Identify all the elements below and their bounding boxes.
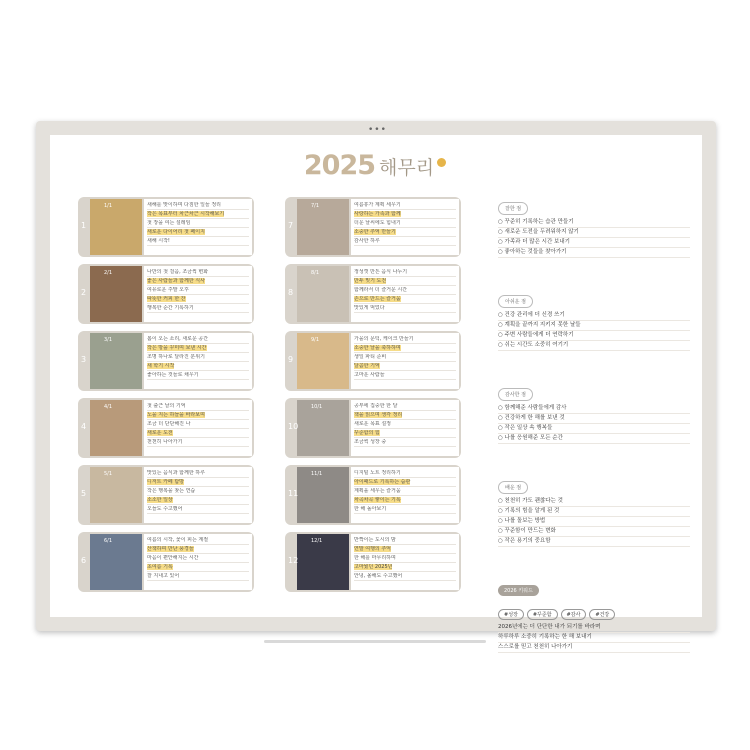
section-lines <box>498 311 690 351</box>
month-text-content: 맛있게 먹었다 <box>354 305 385 311</box>
month-text-content: 아이패드로 기록하는 습관 <box>354 479 411 485</box>
month-text-content: 조금 더 단단해진 나 <box>147 421 191 427</box>
month-text-content: 사랑하는 가족과 함께 <box>354 211 401 217</box>
month-text-line <box>354 287 456 295</box>
month-text-content: 소중한 추억 만들기 <box>354 229 396 235</box>
month-text-line <box>147 278 249 286</box>
month-photo <box>90 467 142 523</box>
keyword-tag: 2026 키워드 <box>498 585 539 596</box>
section-line: ○ 쉬는 시간도 소중히 여기기 <box>498 341 690 351</box>
month-text-content: 여유로운 주말 오후 <box>147 287 189 293</box>
month-text-line <box>354 537 456 545</box>
month-text-line <box>147 546 249 554</box>
keyword-chip[interactable]: #성장 <box>498 609 524 620</box>
month-text-content: 행복한 순간 기록하기 <box>147 305 194 311</box>
month-text-line <box>147 421 249 429</box>
section-line: ○ 천천히 가도 괜찮다는 것 <box>498 497 690 507</box>
month-text-line <box>147 202 249 210</box>
month-text-line <box>354 439 456 447</box>
month-text-content: 새 학기 시작 <box>147 363 175 369</box>
month-text-line <box>147 497 249 505</box>
month-card[interactable] <box>285 264 461 324</box>
month-photo <box>297 467 349 523</box>
month-date: 3/1 <box>104 337 113 343</box>
month-text-content: 새로운 목표 설정 <box>354 421 391 427</box>
month-text-line <box>354 278 456 286</box>
month-text-line <box>147 336 249 344</box>
month-text-content: 잘 지내고 있어 <box>147 573 180 579</box>
month-number: 7 <box>288 221 294 230</box>
month-number: 10 <box>288 422 299 431</box>
month-number: 8 <box>288 288 294 297</box>
month-number: 2 <box>81 288 87 297</box>
month-text-content: 더운 날씨에도 힘내기 <box>354 220 401 226</box>
month-text-content: 첫 장을 여는 설레임 <box>147 220 191 226</box>
month-date: 12/1 <box>311 538 323 544</box>
month-text-line <box>147 220 249 228</box>
section-tag: 잘한 점 <box>498 202 528 215</box>
month-text-line <box>354 403 456 411</box>
month-text <box>144 333 252 389</box>
month-text-line <box>354 479 456 487</box>
month-text-line <box>354 506 456 514</box>
month-text-line <box>354 372 456 380</box>
month-text-content: 조명 하나로 달라진 분위기 <box>147 354 205 360</box>
month-text-line <box>147 439 249 447</box>
section-line: ○ 기록의 힘을 알게 된 것 <box>498 507 690 517</box>
title-dot-icon <box>437 158 446 167</box>
keyword-section <box>498 577 690 653</box>
month-text-line <box>354 238 456 246</box>
month-text-line <box>147 488 249 496</box>
month-text-line <box>354 345 456 353</box>
month-text <box>144 266 252 322</box>
title-word: 해무리 <box>379 157 435 179</box>
more-dots-icon[interactable]: ••• <box>368 125 387 135</box>
month-text-line <box>147 345 249 353</box>
month-text-content: 한 해를 마무리하며 <box>354 555 396 561</box>
section-line: ○ 새로운 도전을 두려워하지 않기 <box>498 228 690 238</box>
month-date: 8/1 <box>311 270 320 276</box>
month-text-content: 여름휴가 계획 세우기 <box>354 202 401 208</box>
section-line: ○ 건강 관리에 더 신경 쓰기 <box>498 311 690 321</box>
keyword-chips <box>498 601 690 620</box>
month-photo <box>90 534 142 590</box>
section-line: ○ 좋아하는 것들을 찾아가기 <box>498 248 690 258</box>
month-text-line <box>147 403 249 411</box>
month-text-line <box>147 470 249 478</box>
section-line: ○ 꾸준히 기록하는 습관 만들기 <box>498 218 690 228</box>
panel-section <box>498 288 690 351</box>
month-text-line <box>354 296 456 304</box>
month-text <box>351 467 459 523</box>
section-line: ○ 작은 용기의 중요함 <box>498 537 690 547</box>
section-tag: 아쉬운 점 <box>498 295 533 308</box>
month-text-content: 연말 여행의 추억 <box>354 546 391 552</box>
month-text-content: 고마운 사람들 <box>354 372 385 378</box>
keyword-line: 2026년에는 더 단단한 내가 되기를 바라며 <box>498 623 690 633</box>
month-text-content: 디지털 노트 정리하기 <box>354 470 401 476</box>
month-date: 6/1 <box>104 538 113 544</box>
month-text-line <box>354 470 456 478</box>
month-text-content: 초여름 기록 <box>147 564 173 570</box>
month-text-line <box>354 202 456 210</box>
month-text <box>144 199 252 255</box>
month-text-content: 봄이 오는 소리, 새로운 공간 <box>147 336 209 342</box>
reflection-panel <box>498 195 690 653</box>
month-date: 2/1 <box>104 270 113 276</box>
month-number: 3 <box>81 355 87 364</box>
keyword-line: 하루하루 소중히 기록하는 한 해 보내기 <box>498 633 690 643</box>
section-lines <box>498 218 690 258</box>
section-lines <box>498 497 690 547</box>
month-card[interactable] <box>285 331 461 391</box>
month-text-content: 소중한 날을 축하하며 <box>354 345 401 351</box>
month-text-line <box>354 555 456 563</box>
month-text-content: 반짝이는 도시의 밤 <box>354 537 396 543</box>
month-text-line <box>147 479 249 487</box>
month-text-content: 작은 방을 꾸미며 보낸 시간 <box>147 345 207 351</box>
month-text-content: 천천히 나아가기 <box>147 439 183 445</box>
month-card[interactable] <box>78 264 254 324</box>
month-card[interactable] <box>78 331 254 391</box>
month-text <box>351 333 459 389</box>
month-text-content: 차곡차곡 쌓이는 기록 <box>354 497 401 503</box>
month-text-content: 책을 읽으며 생각 정리 <box>354 412 403 418</box>
month-text-content: 정성껏 만든 음식 나누기 <box>354 269 408 275</box>
month-text-content: 작은 목표부터 차근차근 시작해보기 <box>147 211 225 217</box>
panel-section <box>498 474 690 547</box>
keyword-chip[interactable]: #건강 <box>589 609 615 620</box>
month-text-content: 작은 행복을 찾는 연습 <box>147 488 196 494</box>
month-text-content: 여름의 시작, 꽃이 피는 계절 <box>147 537 209 543</box>
month-text-line <box>147 537 249 545</box>
month-text-content: 좋은 사람들과 함께한 식사 <box>147 278 205 284</box>
month-photo <box>90 400 142 456</box>
month-number: 9 <box>288 355 294 364</box>
section-line: ○ 작은 일상 속 행복들 <box>498 424 690 434</box>
month-text <box>144 467 252 523</box>
month-text-line <box>354 336 456 344</box>
month-text-line <box>147 296 249 304</box>
month-text-line <box>147 573 249 581</box>
month-text <box>144 534 252 590</box>
month-text-content: 좋아하는 것들로 채우기 <box>147 372 199 378</box>
section-line: ○ 나를 돌보는 방법 <box>498 517 690 527</box>
section-line: ○ 가족과 더 많은 시간 보내기 <box>498 238 690 248</box>
month-text-content: 따뜻한 커피 한 잔 <box>147 296 186 302</box>
month-text-line <box>354 305 456 313</box>
month-photo <box>297 534 349 590</box>
month-text-content: 감사한 하루 <box>354 238 380 244</box>
section-line: ○ 나를 응원해준 모든 순간 <box>498 434 690 444</box>
month-text-content: 새로운 도전 <box>147 430 173 436</box>
month-text <box>351 400 459 456</box>
section-line: ○ 건강하게 한 해를 보낸 것 <box>498 414 690 424</box>
month-text-line <box>354 354 456 362</box>
month-text-line <box>147 430 249 438</box>
month-text-line <box>354 269 456 277</box>
month-text-line <box>354 412 456 420</box>
month-text-content: 안녕, 올해도 수고했어 <box>354 573 403 579</box>
month-card[interactable] <box>78 398 254 458</box>
month-text <box>351 199 459 255</box>
month-text-line <box>147 372 249 380</box>
month-text-content: 나만의 첫 걸음, 조금씩 변화 <box>147 269 209 275</box>
month-text-content: 맛있는 음식과 함께한 하루 <box>147 470 205 476</box>
month-text <box>351 266 459 322</box>
month-date: 1/1 <box>104 203 113 209</box>
month-text-content: 공부에 집중한 한 달 <box>354 403 398 409</box>
month-text-content: 노을 지는 하늘을 바라보며 <box>147 412 205 418</box>
month-text-content: 한 해 돌아보기 <box>354 506 387 512</box>
month-text-line <box>147 412 249 420</box>
month-text-line <box>354 229 456 237</box>
month-date: 9/1 <box>311 337 320 343</box>
month-text-line <box>147 269 249 277</box>
month-card[interactable] <box>285 465 461 525</box>
page-title <box>0 150 750 181</box>
month-text-content: 디저트 카페 탐방 <box>147 479 184 485</box>
section-line: ○ 계획을 끝까지 지키지 못한 날들 <box>498 321 690 331</box>
home-indicator[interactable] <box>264 640 486 643</box>
month-photo <box>90 266 142 322</box>
month-text-content: 새해 시작! <box>147 238 170 244</box>
month-text-line <box>354 363 456 371</box>
month-text <box>351 534 459 590</box>
section-tag: 배운 점 <box>498 481 528 494</box>
month-text-line <box>354 220 456 228</box>
month-photo <box>90 199 142 255</box>
month-number: 5 <box>81 489 87 498</box>
section-lines <box>498 404 690 444</box>
month-number: 6 <box>81 556 87 565</box>
month-text-line <box>354 573 456 581</box>
month-date: 11/1 <box>311 471 323 477</box>
month-number: 4 <box>81 422 87 431</box>
month-photo <box>90 333 142 389</box>
month-text-content: 마음이 편안해지는 시간 <box>147 555 199 561</box>
month-text-line <box>147 238 249 246</box>
keyword-lines <box>498 623 690 653</box>
month-date: 4/1 <box>104 404 113 410</box>
section-line: ○ 주변 사람들에게 더 연락하기 <box>498 331 690 341</box>
month-text-line <box>354 211 456 219</box>
month-text-line <box>354 546 456 554</box>
month-date: 10/1 <box>311 404 323 410</box>
month-date: 7/1 <box>311 203 320 209</box>
month-text-content: 손으로 만드는 즐거움 <box>354 296 401 302</box>
month-text-line <box>147 506 249 514</box>
section-tag: 감사한 점 <box>498 388 533 401</box>
month-text-content: 만두 빚기 도전 <box>354 278 387 284</box>
month-card[interactable] <box>78 197 254 257</box>
month-text-content: 고마웠던 2025년 <box>354 564 393 570</box>
month-photo <box>297 266 349 322</box>
keyword-chip[interactable]: #감사 <box>561 609 587 620</box>
month-text-line <box>354 564 456 572</box>
section-line: ○ 꾸준함이 만드는 변화 <box>498 527 690 537</box>
month-text-line <box>147 564 249 572</box>
month-date: 5/1 <box>104 471 113 477</box>
month-text-line <box>147 229 249 237</box>
month-text-content: 소소한 일상 <box>147 497 173 503</box>
month-text-content: 달콤한 기억 <box>354 363 380 369</box>
month-text-line <box>147 305 249 313</box>
month-card[interactable] <box>285 197 461 257</box>
month-text-content: 새로운 다이어리 첫 페이지 <box>147 229 205 235</box>
month-text-line <box>354 430 456 438</box>
month-card[interactable] <box>78 465 254 525</box>
month-text-line <box>354 488 456 496</box>
month-text-line <box>354 497 456 505</box>
month-text-line <box>147 354 249 362</box>
month-photo <box>297 333 349 389</box>
panel-section <box>498 381 690 444</box>
month-text-content: 오늘도 수고했어 <box>147 506 183 512</box>
month-text-content: 조금씩 성장 중 <box>354 439 387 445</box>
month-card[interactable] <box>78 532 254 592</box>
month-number: 1 <box>81 221 87 230</box>
month-text-line <box>147 287 249 295</box>
month-text-content: 산책하며 만난 풍경들 <box>147 546 194 552</box>
section-line: ○ 함께해준 사람들에게 감사 <box>498 404 690 414</box>
title-year: 2025 <box>303 150 376 181</box>
month-text-line <box>147 363 249 371</box>
month-photo <box>297 199 349 255</box>
keyword-chip[interactable]: #꾸준함 <box>527 609 558 620</box>
month-text-content: 가을의 문턱, 케이크 만들기 <box>354 336 414 342</box>
month-text-content: 첫 출근 날의 기억 <box>147 403 186 409</box>
month-text <box>144 400 252 456</box>
month-text-line <box>147 555 249 563</box>
month-text-line <box>147 211 249 219</box>
month-text-content: 꾸준함의 힘 <box>354 430 380 436</box>
month-text-content: 계획을 세우는 즐거움 <box>354 488 401 494</box>
month-photo <box>297 400 349 456</box>
panel-section <box>498 195 690 258</box>
keyword-line: 스스로를 믿고 천천히 나아가기 <box>498 643 690 653</box>
month-number: 12 <box>288 556 299 565</box>
month-text-line <box>354 421 456 429</box>
month-text-content: 생일 파티 준비 <box>354 354 387 360</box>
month-text-content: 함께라서 더 즐거운 시간 <box>354 287 408 293</box>
month-card[interactable] <box>285 398 461 458</box>
month-text-content: 새해를 맞이하며 다짐한 일들 정리 <box>147 202 221 208</box>
month-number: 11 <box>288 489 299 498</box>
month-card[interactable] <box>285 532 461 592</box>
